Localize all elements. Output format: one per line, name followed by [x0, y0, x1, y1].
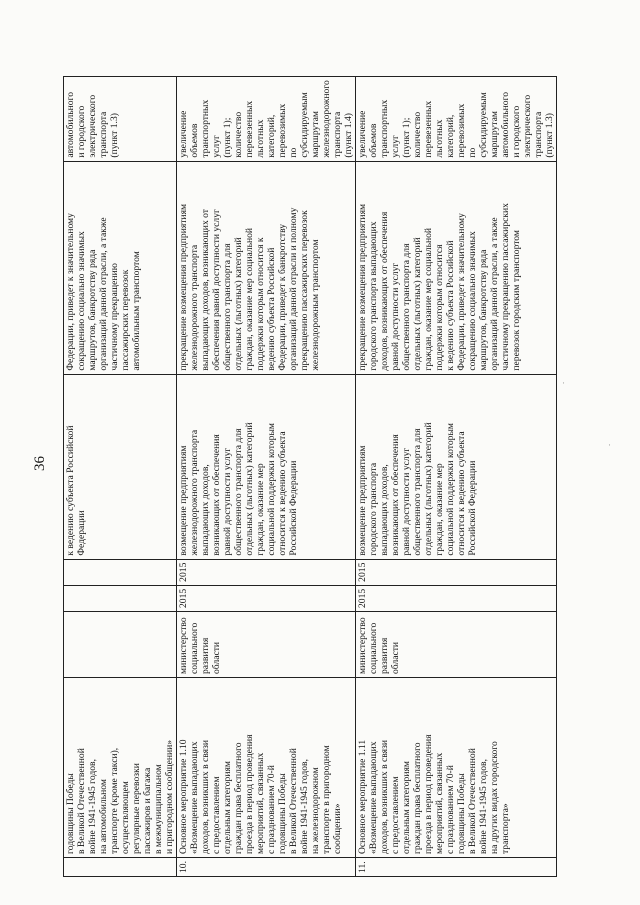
executor: министерство социального развития области — [356, 612, 557, 678]
measure-name: годовщины Победы в Великой Отечественной войне 1941-1945 годов, на автомобильном транспорте (кроме такси), осуществляющем регулярные перевозки пассажиров и багажа в межмуниципальном и пригородном сообщении» — [64, 678, 177, 858]
table-row — [356, 77, 557, 877]
year-end: 2015 — [177, 559, 356, 585]
measure-name: Основное мероприятие 1.11 «Возмещение выпадающих доходов, возникших в связи с предоставлением отдельным категориям граждан права бесплатного проезда в период проведения мероприятий, связанных с празднованием 70-й годовщины Победы в Великой Отечественной войне 1941-1945 годов, на других видах городского транспорта» — [356, 678, 557, 858]
page-number: 36 — [32, 456, 48, 471]
consequences: Федерации, приведет к значительному сокращению социально значимых маршрутов, банкротству ряда организаций данной отрасли, а также частичному прекращению пассажирских перевозок автомобильным транспортом — [64, 161, 177, 374]
measure-name: Основное мероприятие 1.10 «Возмещение выпадающих доходов, возникших в связи с предоставлением отдельным категориям граждан права бесплатного проезда в период проведения мероприятий, связанных с празднованием 70-й годовщины Победы в Великой Отечественной войне 1941-1945 годов, на железнодорожном транспорте в пригородном сообщении» — [177, 678, 356, 858]
row-number — [64, 858, 177, 877]
executor — [64, 612, 177, 678]
row-number: 11. — [356, 858, 557, 877]
year-start: 2015 — [356, 585, 557, 611]
expected-result: возмещение предприятиям городского транспорта выпадающих доходов, возникающих от обеспечения равной доступности услуг общественного транспорта для отдельных (льготных) категорий граждан, оказание мер социальной поддержки которым относится к ведению субъекта Российской Федерации — [356, 374, 557, 559]
consequences: прекращение возмещения предприятиям городского транспорта выпадающих доходов, возникающих от обеспечения равной доступности услуг общественного транспорта для отдельных (льготных) категорий граждан, оказание мер социальной поддержки которым относится к ведению субъекта Российской Федерации, приведет к значительному сокращению социально значимых маршрутов, банкротству ряда организаций данной отрасли, а также частичному прекращению пассажирских перевозок городским транспортом — [356, 161, 557, 374]
year-start — [64, 585, 177, 611]
year-start: 2015 — [177, 585, 356, 611]
row-number: 10. — [177, 858, 356, 877]
table-row — [64, 77, 177, 877]
table-row — [177, 77, 356, 877]
indicator-link: увеличение объемов транспортных услуг (пункт 1); количество перевезенных льготных категорий, перевозимых по субсидируемым маршрутам автомобильного и городского электрического транспорта (пункт 1.3) — [356, 77, 557, 161]
executor: министерство социального развития области — [177, 612, 356, 678]
measures-table — [63, 76, 557, 877]
expected-result: возмещение предприятиям железнодорожного транспорта выпадающих доходов, возникающих от обеспечения равной доступности услуг общественного транспорта для отдельных (льготных) категорий граждан, оказание мер социальной поддержки которым относится к ведению субъекта Российской Федерации — [177, 374, 356, 559]
indicator-link: увеличение объемов транспортных услуг (пункт 1); количество перевезенных льготных категорий, перевозимых по субсидируемым маршрутам железнодорожного транспорта (пункт 1.4) — [177, 77, 356, 161]
scan-speck: · — [608, 440, 611, 450]
indicator-link: автомобильного и городского электрического транспорта (пункт 1.3) — [64, 77, 177, 161]
consequences: прекращение возмещения предприятиям железнодорожного транспорта выпадающих доходов, возникающих от обеспечения равной доступности услуг общественного транспорта для отдельных (льготных) категорий граждан, оказание мер социальной поддержки которым относится к ведению субъекта Российской Федерации, приведет к банкротству организаций данной отрасли и полному прекращению пассажирских перевозок железнодорожным транспортом — [177, 161, 356, 374]
year-end — [64, 559, 177, 585]
year-end: 2015 — [356, 559, 557, 585]
scan-speck: · — [562, 378, 565, 388]
expected-result: к ведению субъекта Российской Федерации — [64, 374, 177, 559]
